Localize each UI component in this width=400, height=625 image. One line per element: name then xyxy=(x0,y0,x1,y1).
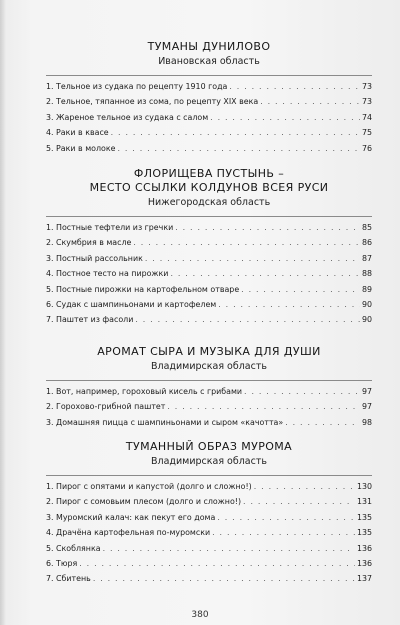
toc-leader-dots xyxy=(145,251,360,266)
toc-leader-dots xyxy=(244,384,360,399)
toc-entry xyxy=(46,141,372,156)
section-title: ТУМАНЫ ДУНИЛОВО xyxy=(147,40,271,53)
section-region: Нижегородская область xyxy=(147,197,271,208)
page-gutter-shadow xyxy=(0,0,6,625)
toc-entry-title: 2. Горохово-грибной паштет xyxy=(46,402,166,412)
toc-entry-page: 135 xyxy=(356,528,372,538)
toc-entry-page: 88 xyxy=(361,269,372,279)
toc-entry xyxy=(46,571,372,586)
toc-entry-title: 5. Постные пирожки на картофельном отваре xyxy=(46,284,240,294)
toc-entry-page: 86 xyxy=(361,238,372,248)
toc-entry-page: 74 xyxy=(361,112,372,122)
toc-entry-page: 137 xyxy=(356,574,372,584)
toc-entry xyxy=(46,479,372,494)
toc-entry-page: 97 xyxy=(361,402,372,412)
toc-entry xyxy=(46,415,372,430)
toc-entry-page: 97 xyxy=(361,387,372,396)
toc-leader-dots xyxy=(117,141,359,156)
toc-section-aromat-syra xyxy=(46,345,372,430)
toc-entry-title: 1. Пирог с опятами и капустой (долго и сложно!) xyxy=(46,482,252,491)
toc-entry-title: 4. Раки в квасе xyxy=(46,128,109,138)
toc-entry-page: 135 xyxy=(356,512,372,522)
toc-leader-dots xyxy=(93,571,355,586)
section-region: Владимирская область xyxy=(151,456,267,467)
section-title-line2: МЕСТО ССЫЛКИ КОЛДУНОВ ВСЕЯ РУСИ xyxy=(89,181,329,194)
toc-entry-page: 75 xyxy=(361,128,372,138)
toc-entry xyxy=(46,556,372,571)
toc-entry xyxy=(46,94,372,109)
toc-entry xyxy=(46,266,372,281)
toc-leader-dots xyxy=(285,415,360,430)
toc-entry xyxy=(46,312,372,327)
toc-leader-dots xyxy=(210,110,360,125)
toc-list xyxy=(46,384,372,430)
section-title: АРОМАТ СЫРА И МУЗЫКА ДЛЯ ДУШИ xyxy=(97,345,321,358)
toc-entry-title: 5. Раки в молоке xyxy=(46,143,116,153)
toc-entry-title: 3. Постный рассольник xyxy=(46,253,143,263)
toc-entry-title: 1. Тельное из судака по рецепту 1910 года xyxy=(46,82,228,91)
toc-list xyxy=(46,79,372,156)
section-divider xyxy=(46,475,372,476)
toc-leader-dots xyxy=(135,312,360,327)
toc-entry-page: 85 xyxy=(361,223,372,232)
toc-entry xyxy=(46,220,372,235)
section-divider xyxy=(46,75,372,76)
toc-entry xyxy=(46,235,372,250)
toc-entry-page: 90 xyxy=(361,299,372,309)
toc-entry xyxy=(46,125,372,140)
toc-entry-page: 130 xyxy=(356,482,372,491)
toc-entry-title: 2. Тельное, тяпанное из сома, по рецепту XIX века xyxy=(46,97,259,107)
toc-entry-title: 2. Скумбрия в масле xyxy=(46,238,132,248)
toc-leader-dots xyxy=(229,79,360,94)
toc-entry xyxy=(46,110,372,125)
section-title: ФЛОРИЩЕВА ПУСТЫНЬ – xyxy=(133,167,285,180)
toc-entry-page: 136 xyxy=(356,543,372,553)
toc-entry xyxy=(46,79,372,94)
toc-entry-page: 73 xyxy=(361,97,372,107)
toc-leader-dots xyxy=(79,556,355,571)
toc-entry xyxy=(46,525,372,540)
toc-entry-title: 4. Драчёна картофельная по-муромски xyxy=(46,528,211,538)
toc-entry-page: 131 xyxy=(356,497,372,507)
toc-entry-title: 5. Скоблянка xyxy=(46,543,101,553)
section-region: Ивановская область xyxy=(158,56,260,67)
toc-entry-page: 98 xyxy=(361,417,372,427)
toc-entry-page: 73 xyxy=(361,82,372,91)
toc-entry xyxy=(46,541,372,556)
toc-entry-title: 1. Вот, например, гороховый кисель с грибами xyxy=(46,387,243,396)
section-region: Владимирская область xyxy=(151,361,267,372)
page-number: 380 xyxy=(191,610,209,620)
toc-entry-title: 3. Муромский калач: как пекут его дома xyxy=(46,512,216,522)
toc-leader-dots xyxy=(260,94,360,109)
toc-entry-title: 2. Пирог с сомовьим плесом (долго и сложно!) xyxy=(46,497,242,507)
toc-entry-title: 7. Паштет из фасоли xyxy=(46,315,134,325)
toc-entry xyxy=(46,282,372,297)
toc-entry-title: 3. Домашняя пицца с шампиньонами и сыром «качотта» xyxy=(46,417,284,427)
section-divider xyxy=(46,380,372,381)
toc-entry xyxy=(46,384,372,399)
toc-entry-page: 89 xyxy=(361,284,372,294)
toc-leader-dots xyxy=(170,266,360,281)
toc-entry-title: 7. Сбитень xyxy=(46,574,91,584)
section-divider xyxy=(46,216,372,217)
toc-entry-page: 90 xyxy=(361,315,372,325)
toc-entry-title: 6. Судак с шампиньонами и картофелем xyxy=(46,299,217,309)
toc-section-murom xyxy=(46,440,372,587)
toc-entry xyxy=(46,251,372,266)
toc-entry-title: 1. Постные тефтели из гречки xyxy=(46,223,174,232)
toc-leader-dots xyxy=(243,494,355,509)
toc-entry xyxy=(46,297,372,312)
toc-entry-title: 4. Постное тесто на пирожки xyxy=(46,269,169,279)
toc-entry-page: 76 xyxy=(361,143,372,153)
toc-leader-dots xyxy=(217,510,355,525)
toc-entry xyxy=(46,494,372,509)
section-title: ТУМАННЫЙ ОБРАЗ МУРОМА xyxy=(125,440,293,453)
toc-entry-title: 3. Жареное тельное из судака с салом xyxy=(46,112,209,122)
toc-leader-dots xyxy=(175,220,360,235)
toc-entry-title: 6. Тюря xyxy=(46,558,78,568)
toc-entry-page: 87 xyxy=(361,253,372,263)
toc-leader-dots xyxy=(167,399,360,414)
toc-leader-dots xyxy=(218,297,360,312)
toc-list xyxy=(46,220,372,328)
toc-list xyxy=(46,479,372,587)
toc-section-florishcheva xyxy=(46,167,372,328)
toc-leader-dots xyxy=(212,525,355,540)
toc-leader-dots xyxy=(254,479,355,494)
toc-entry xyxy=(46,510,372,525)
toc-leader-dots xyxy=(103,541,355,556)
toc-leader-dots xyxy=(133,235,360,250)
toc-leader-dots xyxy=(241,282,360,297)
toc-leader-dots xyxy=(111,125,360,140)
toc-section-dunilovo xyxy=(46,40,372,156)
toc-entry xyxy=(46,399,372,414)
toc-entry-page: 136 xyxy=(356,558,372,568)
